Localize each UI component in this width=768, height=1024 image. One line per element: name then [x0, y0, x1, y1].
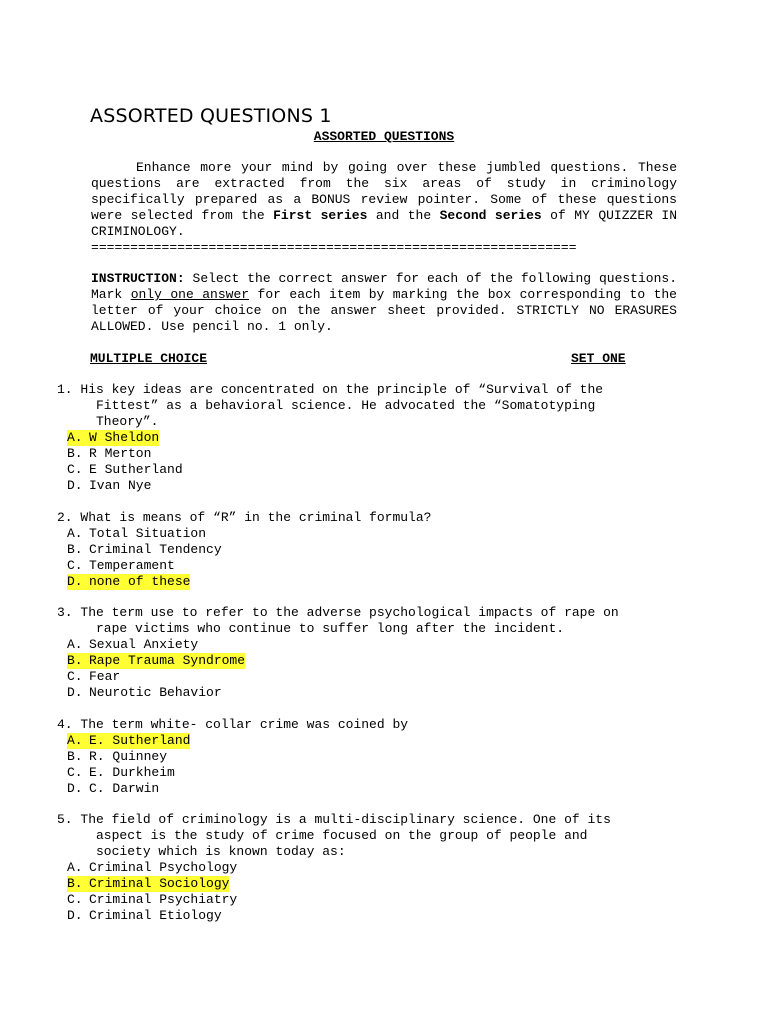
- choice-text: Total Situation: [89, 526, 207, 541]
- choice-text: E. Durkheim: [89, 765, 175, 780]
- section-heading: MULTIPLE CHOICE: [90, 351, 208, 366]
- instruction-text-a: Select the correct answer for each of the following questions. Mark: [91, 271, 677, 302]
- choice-item: [67, 653, 657, 669]
- choice-item: [67, 446, 657, 462]
- choice-letter: B.: [67, 446, 83, 461]
- instruction-underlined: only one answer: [130, 287, 250, 302]
- choice-item: [67, 892, 657, 908]
- choice-letter: C.: [67, 462, 83, 477]
- question-2: [57, 510, 657, 590]
- choice-item: [67, 749, 657, 765]
- intro-text-b: and the: [367, 208, 440, 223]
- question-3: [57, 605, 657, 701]
- choice-letter: C.: [67, 558, 83, 573]
- choice-letter: A.: [67, 860, 83, 875]
- choice-letter: A.: [67, 637, 83, 652]
- intro-paragraph: [91, 160, 677, 256]
- choice-text: Criminal Psychiatry: [89, 892, 238, 907]
- choice-item: [67, 542, 657, 558]
- choice-item: [67, 637, 657, 653]
- choice-item: [67, 765, 657, 781]
- choice-text: C. Darwin: [89, 781, 160, 796]
- choice-item: [67, 478, 657, 494]
- choice-item: [67, 462, 657, 478]
- choice-text: E. Sutherland: [89, 733, 191, 748]
- choice-text: none of these: [89, 574, 191, 589]
- choice-letter: D.: [67, 478, 83, 493]
- choice-letter: A.: [67, 733, 83, 748]
- choice-item: [67, 733, 657, 749]
- choice-text: Neurotic Behavior: [89, 685, 222, 700]
- choice-item: [67, 430, 657, 446]
- choice-item: [67, 685, 657, 701]
- second-series-label: Second series: [439, 208, 542, 223]
- choice-text: Ivan Nye: [89, 478, 152, 493]
- choice-text: R Merton: [89, 446, 152, 461]
- choice-letter: A.: [67, 526, 83, 541]
- choice-item: [67, 558, 657, 574]
- choice-text: Sexual Anxiety: [89, 637, 199, 652]
- question-4: [57, 717, 657, 797]
- question-text: 5. The field of criminology is a multi-disciplinary science. One of its aspect is the study of crime focused on the group of people and society which is known today as:: [57, 812, 611, 859]
- choice-text: E Sutherland: [89, 462, 183, 477]
- question-5: [57, 812, 657, 924]
- choice-text: Criminal Etiology: [89, 908, 222, 923]
- choice-text: Criminal Psychology: [89, 860, 238, 875]
- choice-letter: C.: [67, 765, 83, 780]
- intro-text: [91, 160, 677, 240]
- separator-line: ==============================================================: [91, 240, 577, 255]
- choice-item: [67, 908, 657, 924]
- question-text: 2. What is means of “R” in the criminal formula?: [57, 510, 432, 525]
- choice-text: Temperament: [89, 558, 175, 573]
- choice-letter: B.: [67, 876, 83, 891]
- choice-letter: A.: [67, 430, 83, 445]
- choice-item: [67, 781, 657, 797]
- choice-letter: D.: [67, 908, 83, 923]
- choice-item: [67, 876, 657, 892]
- choice-text: Rape Trauma Syndrome: [89, 653, 246, 668]
- choice-text: R. Quinney: [89, 749, 168, 764]
- choice-text: W Sheldon: [89, 430, 160, 445]
- choice-item: [67, 574, 657, 590]
- choice-text: Fear: [89, 669, 121, 684]
- question-text: 1. His key ideas are concentrated on the principle of “Survival of the Fittest” as a behavioral science. He advocated the “Somatotyping Theory”.: [57, 382, 604, 429]
- choice-letter: D.: [67, 685, 83, 700]
- intro-text-a: Enhance more your mind by going over these jumbled questions. These questions are extracted from the six areas of study in criminology specifically prepared as a BONUS review pointer. Some of these questions were selected from the: [91, 160, 677, 223]
- choice-text: Criminal Tendency: [89, 542, 222, 557]
- choice-letter: C.: [67, 669, 83, 684]
- choice-letter: B.: [67, 653, 83, 668]
- choice-letter: B.: [67, 542, 83, 557]
- choice-text: Criminal Sociology: [89, 876, 230, 891]
- instruction-text-b: for each item by marking the box corresponding to the letter of your choice on the answer sheet provided. STRICTLY NO ERASURES ALLOWED. Use pencil no. 1 only.: [91, 287, 677, 334]
- instruction-text: [91, 271, 677, 335]
- question-1: [57, 382, 657, 494]
- set-heading: SET ONE: [571, 351, 626, 366]
- choice-letter: D.: [67, 781, 83, 796]
- intro-text-c: of MY QUIZZER IN CRIMINOLOGY.: [91, 208, 678, 239]
- question-text: 4. The term white- collar crime was coined by: [57, 717, 409, 732]
- choice-letter: D.: [67, 574, 83, 589]
- first-series-label: First series: [273, 208, 368, 223]
- instruction-paragraph: [91, 271, 677, 335]
- instruction-label: INSTRUCTION:: [91, 271, 185, 286]
- choice-item: [67, 526, 657, 542]
- choice-letter: B.: [67, 749, 83, 764]
- question-text: 3. The term use to refer to the adverse psychological impacts of rape on rape victims who continue to suffer long after the incident.: [57, 605, 619, 636]
- document-subtitle: ASSORTED QUESTIONS: [313, 129, 455, 144]
- choice-item: [67, 669, 657, 685]
- choice-letter: C.: [67, 892, 83, 907]
- choice-item: [67, 860, 657, 876]
- document-title: ASSORTED QUESTIONS 1: [90, 105, 332, 127]
